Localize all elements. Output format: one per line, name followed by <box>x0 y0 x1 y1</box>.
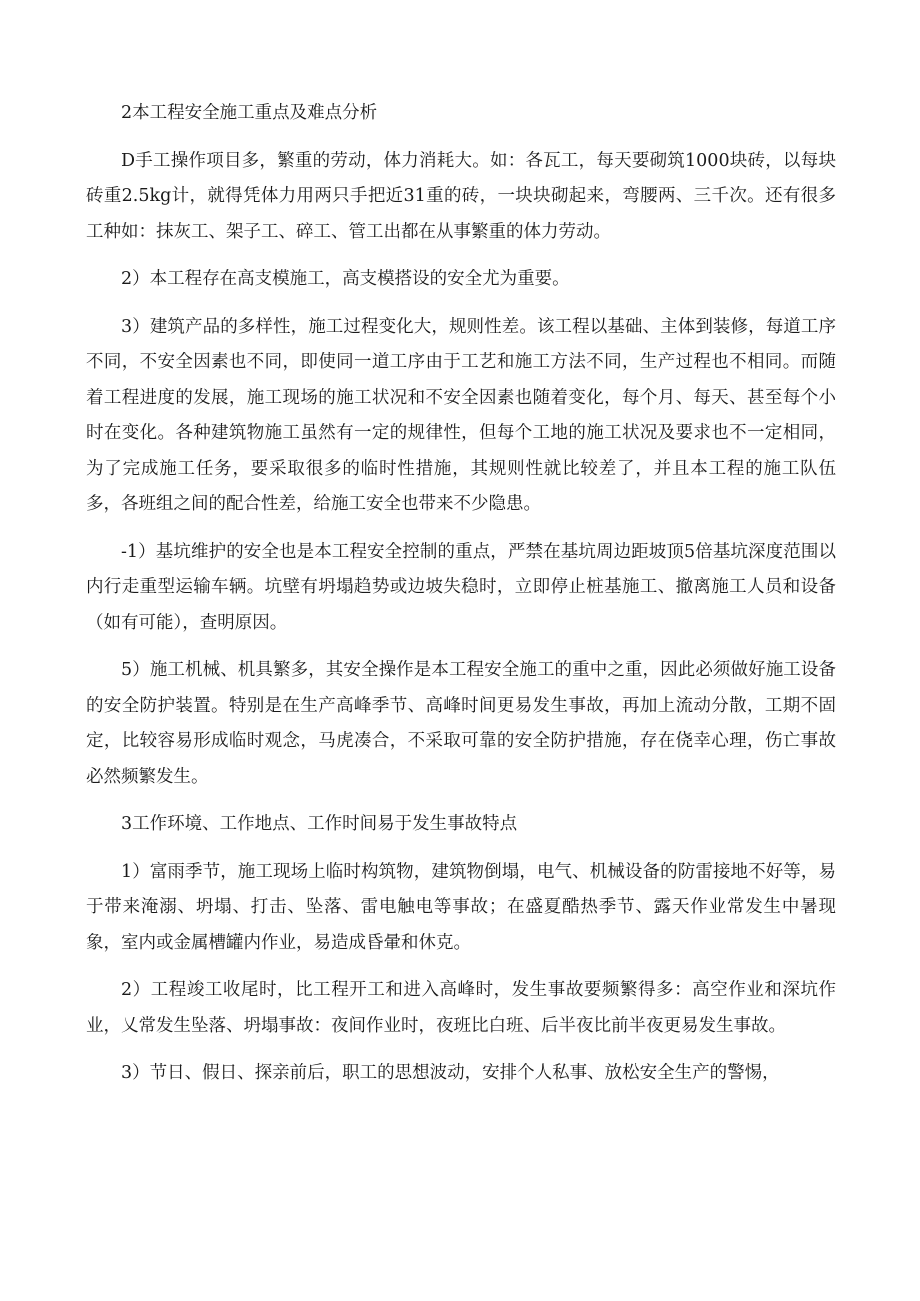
paragraph-product-diversity: 3）建筑产品的多样性，施工过程变化大，规则性差。该工程以基础、主体到装修，每道工序不同，不安全因素也不同，即使同一道工序由于工艺和施工方法不同，生产过程也不相同。而随着工程进度的发展，施工现场的施工状况和不安全因素也随着变化，每个月、每天、甚至每个小时在变化。各种建筑物施工虽然有一定的规律性，但每个工地的施工状况及要求也不一定相同，为了完成施工任务，要采取很多的临时性措施，其规则性就比较差了，并且本工程的施工队伍多，各班组之间的配合性差，给施工安全也带来不少隐患。 <box>86 316 836 514</box>
document-body <box>86 96 836 1092</box>
paragraph-holidays: 3）节日、假日、探亲前后，职工的思想波动，安排个人私事、放松安全生产的警惕， <box>121 1063 780 1083</box>
paragraph-manual-labor: D手工操作项目多，繁重的劳动，体力消耗大。如：各瓦工，每天要砌筑1000块砖，以每块砖重2.5kg计，就得凭体力用两只手把近31重的砖，一块块砌起来，弯腰两、三千次。还有很多工种如：抹灰工、架子工、碎工、管工出都在从事繁重的体力劳动。 <box>86 150 836 242</box>
paragraph-high-formwork: 2）本工程存在高支模施工，高支模搭设的安全尤为重要。 <box>121 269 570 289</box>
paragraph-rainy-season: 1）富雨季节，施工现场上临时构筑物，建筑物倒塌，电气、机械设备的防雷接地不好等，易于带来淹溺、坍塌、打击、坠落、雷电触电等事故；在盛夏酷热季节、露天作业常发生中暑现象，室内或金属槽罐内作业，易造成昏暈和休克。 <box>86 861 836 953</box>
paragraph-foundation-pit: -1）基坑维护的安全也是本工程安全控制的重点，严禁在基坑周边距坡顶5倍基坑深度范围以内行走重型运输车辆。坑壁有坍塌趋势或边坡失稳时，立即停止桩基施工、撤离施工人员和设备（如有可能），查明原因。 <box>86 541 836 633</box>
section-2-heading: 2本工程安全施工重点及难点分析 <box>121 103 378 123</box>
paragraph-project-completion: 2）工程竣工收尾时，比工程开工和进入高峰时，发生事故要频繁得多：高空作业和深坑作业，乂常发生坠落、坍塌事故：夜间作业时，夜班比白班、后半夜比前半夜更易发生事故。 <box>86 980 836 1036</box>
paragraph-machinery: 5）施工机械、机具繁多，其安全操作是本工程安全施工的重中之重，因此必须做好施工设备的安全防护装置。特别是在生产高峰季节、高峰时间更易发生事故，再加上流动分散，工期不固定，比较容易形成临时观念，马虎凑合，不采取可靠的安全防护措施，存在侥幸心理，伤亡事故必然频繁发生。 <box>86 660 836 787</box>
section-3-heading: 3工作环境、工作地点、工作时间易于发生事故特点 <box>121 814 518 834</box>
